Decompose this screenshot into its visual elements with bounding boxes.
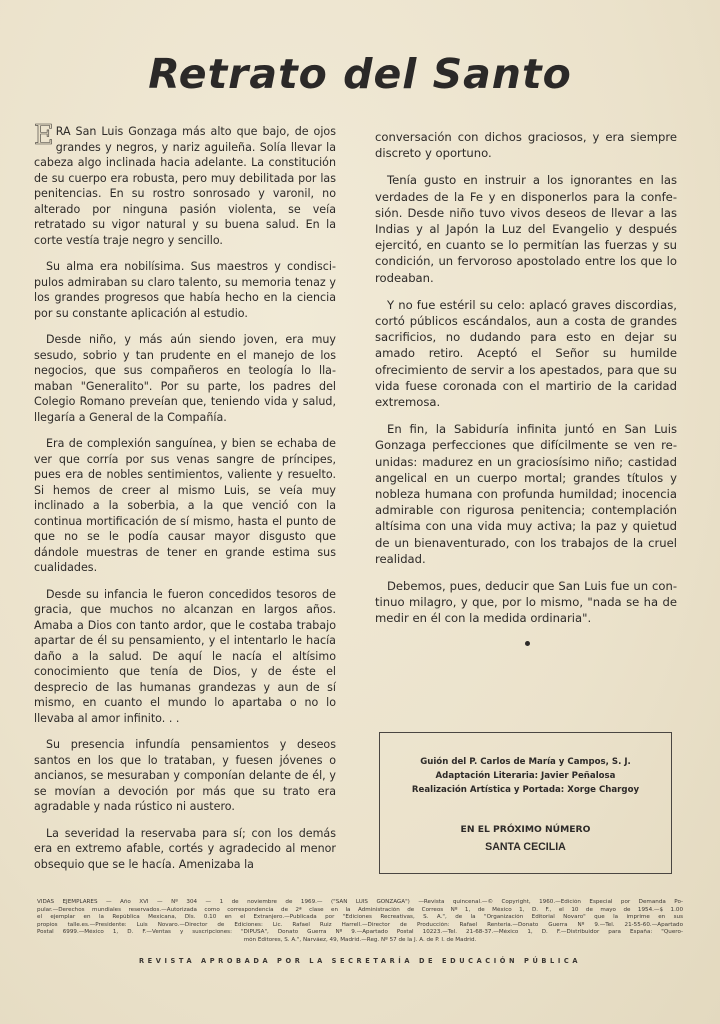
article-paragraph: Su alma era nobilísima. Sus maestros y condiscipulos admiraban su claro talento, su memoria tenaz y los grandes progresos que había hecho en la ciencia por su constante aplicación al estudio. [34, 260, 336, 320]
article-paragraph: conversación con dichos graciosos, y era siempre discreto y oportuno. [375, 130, 677, 161]
paragraph-text: RA San Luis Gonzaga más alto que bajo, de ojos grandes y negros, y nariz aguileña. Solía llevar la cabeza algo inclinada hacia adelante. La constitución de su cuerpo era robusta, pero muy debilitada por las penitencias. En su rostro sonrosado y varonil, no alterado por ninguna pasión violenta, se veía retratado su vigor natural y su buena salud. En la corte vestía traje negro y sencillo. [34, 125, 336, 247]
footer-line: pular.—Derechos mundiales reservados.—Autorizada como correspondencia de 2ª clase en la Administración de Correos Nº 1, de México 1, D. F., el 10 de mayo de 1954.—$ 1.00 [37, 906, 683, 913]
drop-cap: E [34, 120, 54, 151]
publication-footer [37, 899, 683, 945]
article-paragraph: Su presencia infundía pensamientos y deseos santos en los que lo trataban, y fuesen jóvenes o ancianos, se mesuraban y componían delante de él, y se movían a devoción por más que su trato era agradable y nada rústico ni austero. [34, 738, 336, 813]
article-paragraph: Desde su infancia le fueron concedidos tesoros de gracia, que muchos no alcanzan en largos años. Amaba a Dios con tanto ardor, que le costaba trabajo apartar de él su pensamiento, y el intentarlo le hacía daño a la salud. De aquí le nacía el altísimo conocimiento que tenía de Dios, y de éste el desprecio de las humanas grandezas y aun de sí mismo, en cuanto el mundo lo apartaba o no lo llevaba al amor infinito. . . [34, 587, 336, 725]
article-right-column [375, 129, 677, 646]
credit-art: Realización Artística y Portada: Xorge Chargoy [411, 785, 640, 795]
article-paragraph: En fin, la Sabiduría infinita juntó en San Luis Gonzaga perfecciones que difícilmente se ven reunidas: madurez en un graciosísimo niño; castidad angelical en un cuerpo mortal; grandes títulos y nobleza humana con profunda humildad; inocencia admirable con rigurosa penitencia; contemplación altísima con una vida muy activa; la paz y quietud de un bienaventurado, con los trabajos de la cruel realidad. [375, 422, 677, 566]
article-paragraph: Desde niño, y más aún siendo joven, era muy sesudo, sobrio y tan prudente en el manejo de los negocios, que sus compañeros en teología lo llamaban "Generalito". Por su parte, los padres del Colegio Romano preveían que, teniendo vida y salud, llegaría a General de la Compañía. [34, 333, 336, 424]
next-issue-title: SANTA CECILIA [485, 841, 566, 853]
credit-script: Guión del P. Carlos de María y Campos, S. J. [420, 757, 631, 767]
article-left-column [34, 120, 336, 883]
credits-list [380, 755, 671, 797]
end-bullet-icon [525, 641, 530, 646]
article-paragraph: Debemos, pues, deducir que San Luis fue un continuo milagro, y que, por lo mismo, "nada se ha de medir en él con la medida ordinaria". [375, 579, 677, 626]
footer-line: propios talle.es.—Presidente: Luis Novaro.—Director de Ediciones: Lic. Rafael Ruiz Harrell.—Director de Producción: Rafael Rentería.—Donato Guerra Nº 9.—Tel. 21-55-60.—Apartado [37, 921, 683, 928]
footer-line: món Editores, S. A.", Narváez, 49, Madrid.—Reg. Nº 57 de la J. A. de P. I. de Madrid. [243, 936, 477, 943]
footer-line: VIDAS EJEMPLARES — Año XVI — Nº 304 — 1 de noviembre de 1969.— ("SAN LUIS GONZAGA") —Revista quincenal.—© Copyright, 1960.—Edición Especial por Demanda Po- [37, 899, 683, 905]
article-paragraph [34, 120, 336, 248]
article-paragraph: La severidad la reservaba para sí; con los demás era en extremo afable, cortés y agradecido al menor obsequio que se le hacía. Amenizaba la [34, 826, 336, 871]
credits-box [379, 732, 672, 874]
article-paragraph: Tenía gusto en instruir a los ignorantes en las verdades de la Fe y en disponerlos para la confesión. Desde niño tuvo vivos deseos de llevar a las Indias y al Japón la Luz del Evangelio y después ejercitó, en cuanto se lo permitían las fuerzas y su condición, un fervoroso apostolado entre los que lo rodeaban. [375, 173, 677, 285]
credit-adaptation: Adaptación Literaria: Javier Peñalosa [435, 771, 616, 781]
page-title: Retrato del Santo [148, 50, 572, 98]
footer-line: Postal 6999.—México 1, D. F.—Ventas y suscripciones: "DIPUSA", Donato Guerra Nº 9.—Apartado Postal 10223.—Tel. 21-68-37.—México 1, D. F.—Distribuidor para España: "Quero- [37, 929, 683, 936]
next-issue-label: EN EL PRÓXIMO NÚMERO [460, 824, 591, 835]
approval-notice: REVISTA APROBADA POR LA SECRETARÍA DE EDUCACIÓN PÚBLICA [138, 957, 582, 965]
article-paragraph: Era de complexión sanguínea, y bien se echaba de ver que corría por sus venas sangre de príncipes, pues era de nobles sentimientos, valiente y resuelto. Si hemos de creer al mismo Luis, se veía muy inclinado a la soberbia, a la que venció con la continua mortificación de sí mismo, hasta el punto de que no se le podía causar mayor disgusto que dándole muestras de tener en grande estima sus cualidades. [34, 437, 336, 574]
article-paragraph: Y no fue estéril su celo: aplacó graves discordias, cortó públicos escándalos, aun a costa de grandes sacrificios, no dudando para esto en dejar su amado retiro. Aceptó el Señor su humilde ofrecimiento de servir a los apestados, para que su vida fuese coronada con el martirio de la caridad extremosa. [375, 297, 677, 410]
footer-line: el ejemplar en la República Mexicana, Dls. 0.10 en el Extranjero.—Publicada por "Ediciones Recreativas, S. A.", de la "Organización Editorial Novaro" que la imprime en sus [37, 914, 683, 921]
